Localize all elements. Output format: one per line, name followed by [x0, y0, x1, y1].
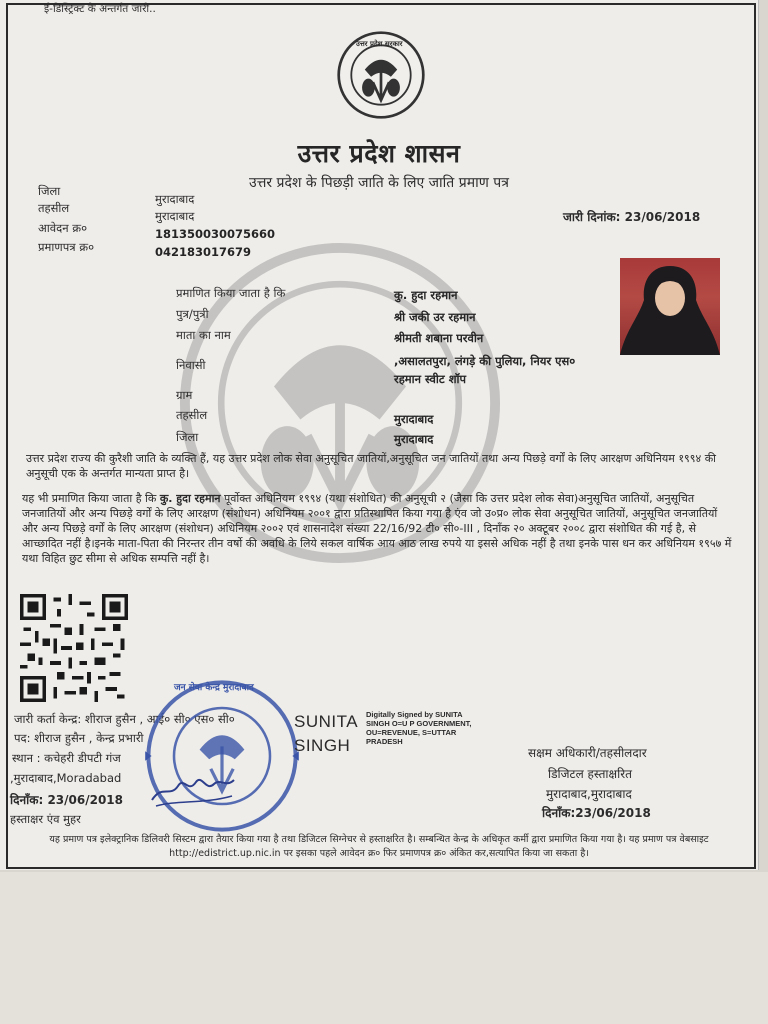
- digital-signature-info: Digitally Signed by SUNITA SINGH O=U P GOVERNMENT, OU=REVENUE, S=UTTAR PRADESH: [366, 710, 472, 746]
- footer-note: यह प्रमाण पत्र इलेक्ट्रानिक डिलिवरी सिस्टम द्वारा तैयार किया गया है तथा डिजिटल सिग्नेचर से हस्ताक्षरित है। सम्बन्धित केन्द्र के अधिकृत कर्मी द्वारा प्रमाणित किया गया है। यह प्रमाण पत्र वेबसाइट http://edistrict.up.nic.in पर इसका पहले आवेदन क्र० फिर प्रमाणपत्र क्र० अंकित कर,सत्यापित किया जा सकता है।: [49, 834, 709, 859]
- tehsil-label: तहसील: [38, 201, 70, 215]
- issuer-place: स्थान : कचेहरी डीपटी गंज: [12, 751, 121, 765]
- address-line-1: ,असालतपुरा, लंगड़े की पुलिया, नियर एस०: [394, 354, 576, 368]
- page-title: उत्तर प्रदेश शासन: [297, 139, 461, 168]
- certification-paragraph: यह भी प्रमाणित किया जाता है कि कु. हुदा रहमान पूर्वोक्त अधिनियम १९९४ (यथा संशोधित) की अनुसूची २ (जैसा कि उत्तर प्रदेश लोक सेवा)अनुसूचित जातियों, अनुसूचित जनजातियों और अन्य पिछड़े वर्गों के लिए आरक्षण (संशोधन) अधिनियम २००१ द्वारा प्रतिस्थापित किया गया है एंव जो उ०प्र० लोक सेवा अनुसूचित जातियों, अनुसूचित जनजातियों और अन्य पिछड़े वर्गों के लिए आरक्षण (संशोधन) अधिनियम २००२ एवं शासनादेश संख्या 22/16/92 टी० सी०-III , दिनाँक २० अक्टूबर २००८ द्वारा संशोधित की गई है, से आच्छादित नहीं है।इनके माता-पिता की निरन्तर तीन वर्षो की अवधि के लिये सकल वार्षिक आय आठ लाख रुपये या इससे अधिक नहीं है तथा इनके पास धन कर अधिनियम १९५७ में यथा विहित छुट सीमा से अधिक सम्पत्ति नहीं है।: [22, 492, 732, 565]
- caste-paragraph: उत्तर प्रदेश राज्य की कुरैशी जाति के व्यक्ति हैं, यह उत्तर प्रदेश लोक सेवा अनुसूचित जातियों,अनुसूचित जन जातियों तथा अन्य पिछड़े वर्गों के लिए आरक्षण अधिनियम १९९४ की अनुसूची एक के अन्तर्गत मान्यता प्राप्त है।: [26, 452, 716, 480]
- mother-label: माता का नाम: [176, 328, 231, 342]
- tehsil-label-2: तहसील: [176, 408, 208, 422]
- certificate-value: 042183017679: [155, 245, 252, 259]
- handwritten-signature-icon: [148, 764, 238, 810]
- qr-code-icon: [17, 594, 131, 702]
- village-label: ग्राम: [176, 388, 193, 402]
- applicant-photo: [620, 258, 720, 355]
- district-label: जिला: [38, 184, 61, 198]
- child-of-label: पुत्र/पुत्री: [176, 307, 209, 321]
- address-line-2: रहमान स्वीट शॉप: [394, 372, 467, 386]
- issuer-centre: जारी कर्ता केन्द्र: शीराज हुसैन , आई० सी० एस० सी०: [14, 712, 235, 726]
- applicant-name: कु. हुदा रहमान: [394, 288, 458, 302]
- issuer-date: दिनाँक: 23/06/2018: [10, 793, 124, 807]
- digital-signer-last-name: SINGH: [294, 736, 351, 755]
- certified-label: प्रमाणित किया जाता है कि: [176, 286, 286, 300]
- seal-text: जन सेवा केन्द्र मुरादाबाद: [174, 683, 254, 693]
- application-label: आवेदन क्र०: [38, 221, 88, 235]
- district-value-2: मुरादाबाद: [394, 432, 434, 446]
- district-label-2: जिला: [176, 430, 199, 444]
- tehsil-value-2: मुरादाबाद: [394, 412, 434, 426]
- authority-place: मुरादाबाद,मुरादाबाद: [546, 787, 632, 801]
- authority-sign: डिजिटल हस्ताक्षरित: [548, 767, 632, 781]
- issuer-sign-label: हस्ताक्षर एंव मुहर: [10, 812, 81, 826]
- authority-date: दिनाँक:23/06/2018: [542, 806, 651, 820]
- issue-date: जारी दिनांक: 23/06/2018: [563, 210, 701, 224]
- emblem-text: उत्तर प्रदेश सरकार: [356, 40, 403, 48]
- person-photo-icon: [620, 258, 720, 355]
- father-name: श्री जकी उर रहमान: [394, 310, 476, 324]
- issuer-post: पद: शीराज हुसैन , केन्द्र प्रभारी: [14, 731, 144, 745]
- application-value: 181350030075660: [155, 227, 276, 241]
- official-seal-icon: [142, 676, 302, 836]
- authority-title: सक्षम अधिकारी/तहसीलदार: [528, 746, 647, 760]
- district-value: मुरादाबाद: [155, 192, 195, 206]
- digital-signer-first-name: SUNITA: [294, 712, 359, 731]
- certificate-label: प्रमाणपत्र क्र०: [38, 240, 95, 254]
- header-note: ई-डिस्ट्रिक्ट के अन्तर्गत जारी..: [44, 3, 156, 15]
- background-surface: [0, 872, 768, 1024]
- page-subtitle: उत्तर प्रदेश के पिछड़ी जाति के लिए जाति प्रमाण पत्र: [249, 175, 509, 191]
- mother-name: श्रीमती शबाना परवीन: [394, 331, 484, 345]
- resident-label: निवासी: [176, 358, 206, 372]
- tehsil-value: मुरादाबाद: [155, 209, 195, 223]
- issuer-city: ,मुरादाबाद,Moradabad: [10, 771, 122, 785]
